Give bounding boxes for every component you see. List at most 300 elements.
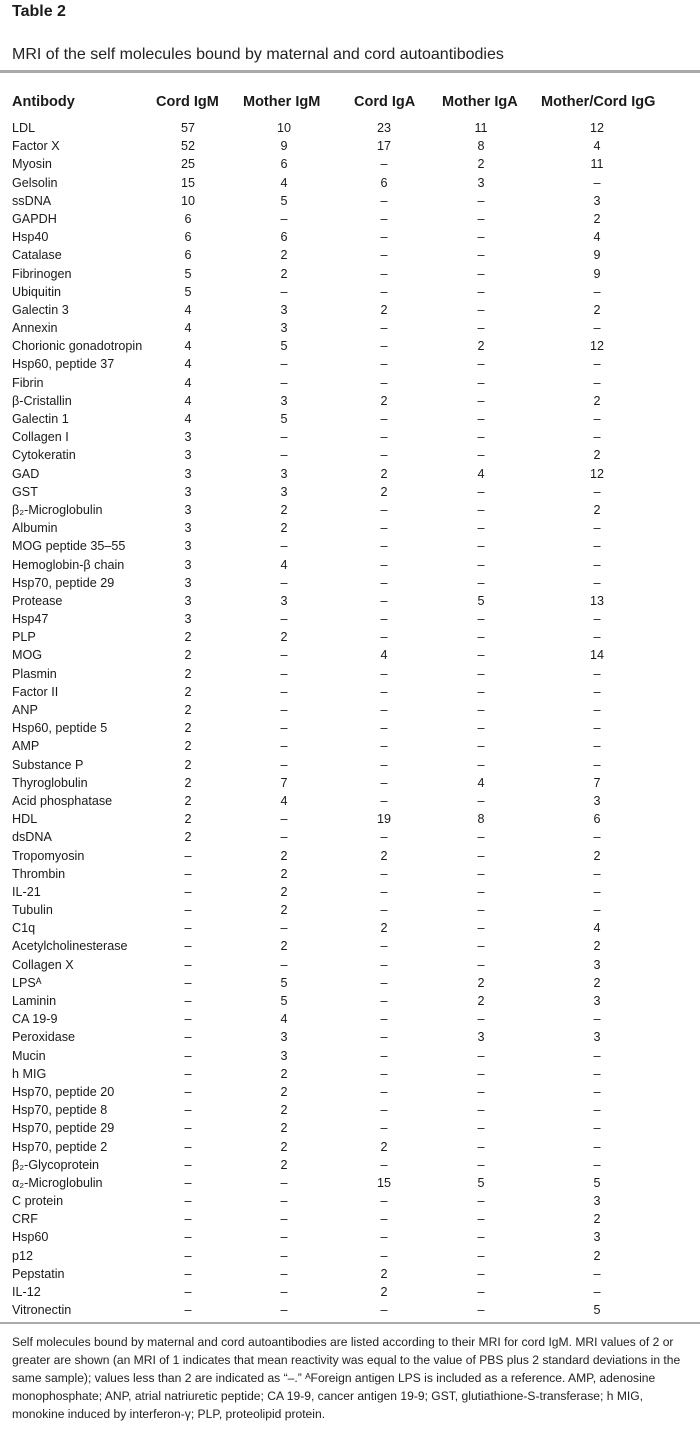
antibody-name-cell: IL-12 — [12, 1285, 41, 1299]
mri-value-cell: – — [280, 1303, 288, 1318]
mri-value-cell: 15 — [180, 175, 195, 190]
mri-value-cell: – — [280, 1285, 288, 1299]
mri-value-cell: – — [280, 830, 288, 845]
mri-value-cell: – — [380, 539, 388, 554]
mri-value-cell: 2 — [184, 775, 192, 790]
mri-value-cell: – — [380, 703, 388, 717]
antibody-name-cell: Albumin — [12, 521, 58, 536]
mri-value-cell: – — [593, 539, 601, 554]
mri-value-cell: 7 — [593, 775, 601, 790]
mri-value-cell: – — [477, 284, 485, 299]
mri-value-cell: – — [593, 866, 601, 881]
table-row — [0, 847, 700, 865]
table-title: Table 2 — [12, 3, 66, 20]
mri-value-cell: – — [477, 757, 485, 772]
table-row — [0, 937, 700, 955]
mri-value-cell: 6 — [280, 157, 288, 172]
table-row — [0, 1138, 700, 1156]
mri-value-cell: 2 — [380, 1285, 388, 1299]
mri-value-cell: – — [280, 448, 288, 463]
mri-value-cell: 2 — [184, 630, 192, 645]
mri-value-cell: – — [593, 1121, 601, 1136]
mri-value-cell: – — [380, 321, 388, 336]
antibody-name-cell: Catalase — [12, 248, 62, 263]
mri-value-cell: – — [477, 939, 485, 954]
mri-value-cell: 2 — [593, 1248, 601, 1263]
mri-value-cell: – — [280, 703, 288, 717]
mri-value-cell: – — [380, 521, 388, 536]
mri-value-cell: – — [477, 793, 485, 808]
mri-value-cell: 4 — [593, 230, 601, 245]
table-row — [0, 119, 700, 137]
mri-value-cell: – — [477, 193, 485, 208]
header-mother-igm: Mother IgM — [243, 94, 321, 110]
mri-value-cell: 5 — [280, 975, 288, 990]
mri-value-cell: 10 — [180, 193, 195, 208]
mri-value-cell: – — [184, 1248, 192, 1263]
mri-value-cell: – — [593, 521, 601, 536]
mri-value-cell: – — [380, 666, 388, 681]
mri-value-cell: – — [477, 502, 485, 517]
mri-value-cell: – — [184, 884, 192, 899]
table-row — [0, 355, 700, 373]
mri-value-cell: – — [280, 648, 288, 663]
mri-value-cell: – — [477, 703, 485, 717]
mri-value-cell: 10 — [276, 121, 291, 135]
antibody-name-cell: Hsp60, peptide 37 — [12, 357, 115, 372]
antibody-name-cell: Thyroglobulin — [12, 775, 88, 790]
table-row — [0, 1047, 700, 1065]
mri-value-cell: 2 — [280, 884, 288, 899]
mri-value-cell: – — [477, 266, 485, 281]
top-rule — [0, 70, 700, 73]
table-row — [0, 1119, 700, 1137]
mri-value-cell: 3 — [593, 1194, 601, 1209]
mri-value-cell: – — [477, 248, 485, 263]
table-row — [0, 701, 700, 719]
mri-value-cell: – — [380, 357, 388, 372]
table-row — [0, 210, 700, 228]
mri-value-cell: – — [280, 666, 288, 681]
mri-value-cell: – — [593, 357, 601, 372]
table-row — [0, 1156, 700, 1174]
mri-value-cell: 3 — [184, 539, 192, 554]
mri-value-cell: – — [280, 1194, 288, 1209]
antibody-name-cell: Hsp70, peptide 20 — [12, 1084, 115, 1099]
antibody-name-cell: CRF — [12, 1212, 38, 1227]
mri-value-cell: 2 — [184, 666, 192, 681]
mri-value-cell: 3 — [593, 994, 601, 1008]
mri-value-cell: – — [477, 412, 485, 426]
mri-value-cell: – — [593, 1266, 601, 1281]
mri-value-cell: 3 — [184, 575, 192, 590]
table-row — [0, 1210, 700, 1228]
antibody-name-cell: GAPDH — [12, 211, 57, 226]
mri-value-cell: – — [477, 848, 485, 863]
mri-value-cell: 9 — [280, 139, 288, 154]
table-row — [0, 1010, 700, 1028]
mri-value-cell: – — [380, 739, 388, 754]
table-row — [0, 137, 700, 155]
mri-value-cell: 3 — [593, 957, 601, 972]
mri-value-cell: – — [380, 793, 388, 808]
mri-value-cell: – — [280, 1212, 288, 1227]
mri-value-cell: 4 — [380, 648, 388, 663]
mri-value-cell: 2 — [593, 302, 601, 317]
mri-value-cell: – — [380, 1012, 388, 1027]
antibody-name-cell: Gelsolin — [12, 175, 58, 190]
mri-value-cell: 3 — [184, 557, 192, 572]
mri-value-cell: – — [280, 612, 288, 627]
antibody-name-cell: GAD — [12, 466, 40, 481]
antibody-name-cell: Myosin — [12, 157, 52, 172]
mri-value-cell: – — [593, 284, 601, 299]
table-row — [0, 646, 700, 664]
table-row — [0, 1283, 700, 1301]
mri-value-cell: – — [477, 630, 485, 645]
table-row — [0, 1192, 700, 1210]
mri-value-cell: – — [280, 539, 288, 554]
mri-value-cell: – — [380, 612, 388, 627]
mri-value-cell: – — [380, 448, 388, 463]
mri-value-cell: 4 — [184, 302, 192, 317]
table-row — [0, 301, 700, 319]
mri-value-cell: 4 — [280, 175, 288, 190]
mri-value-cell: 2 — [380, 848, 388, 863]
mri-value-cell: – — [593, 721, 601, 736]
table-row — [0, 737, 700, 755]
mri-value-cell: 2 — [280, 502, 288, 517]
mri-value-cell: 14 — [589, 648, 604, 663]
mri-value-cell: 3 — [593, 1230, 601, 1245]
antibody-name-cell: Thrombin — [12, 866, 66, 881]
mri-value-cell: 2 — [380, 393, 388, 408]
antibody-name-cell: β-Cristallin — [12, 393, 72, 408]
mri-value-cell: 2 — [280, 903, 288, 918]
table-row — [0, 1265, 700, 1283]
antibody-name-cell: β₂-Microglobulin — [12, 502, 103, 517]
mri-value-cell: – — [593, 830, 601, 845]
mri-value-cell: – — [380, 211, 388, 226]
antibody-name-cell: Fibrinogen — [12, 266, 72, 281]
mri-value-cell: 2 — [593, 975, 601, 990]
antibody-name-cell: Protease — [12, 593, 63, 608]
mri-value-cell: 2 — [280, 939, 288, 954]
mri-value-cell: 4 — [184, 375, 192, 390]
antibody-name-cell: Hemoglobin-β chain — [12, 557, 125, 572]
mri-value-cell: 3 — [477, 1030, 485, 1045]
table-row — [0, 1028, 700, 1046]
table-row — [0, 592, 700, 610]
mri-value-cell: – — [280, 1175, 288, 1190]
mri-value-cell: 13 — [589, 593, 604, 608]
table-row — [0, 919, 700, 937]
antibody-name-cell: Collagen X — [12, 957, 74, 972]
antibody-name-cell: α₂-Microglobulin — [12, 1175, 103, 1190]
mri-value-cell: – — [593, 1139, 601, 1154]
mri-value-cell: – — [380, 430, 388, 445]
antibody-name-cell: Collagen I — [12, 430, 69, 445]
mri-value-cell: 5 — [184, 284, 192, 299]
mri-value-cell: – — [477, 393, 485, 408]
mri-value-cell: 2 — [280, 1103, 288, 1118]
mri-value-cell: 52 — [180, 139, 195, 154]
antibody-name-cell: PLP — [12, 630, 36, 645]
mri-value-cell: 3 — [280, 321, 288, 336]
mri-value-cell: – — [280, 575, 288, 590]
mri-value-cell: – — [477, 211, 485, 226]
mri-value-cell: – — [380, 375, 388, 390]
mri-value-cell: – — [184, 921, 192, 936]
table-row — [0, 446, 700, 464]
mri-value-cell: – — [477, 866, 485, 881]
mri-value-cell: – — [593, 903, 601, 918]
mri-value-cell: 6 — [184, 248, 192, 263]
mri-value-cell: 3 — [184, 484, 192, 499]
mri-value-cell: – — [380, 1084, 388, 1099]
mri-value-cell: 2 — [380, 302, 388, 317]
mri-value-cell: – — [477, 684, 485, 699]
mri-value-cell: – — [477, 375, 485, 390]
mri-value-cell: – — [593, 1066, 601, 1081]
mri-value-cell: – — [593, 430, 601, 445]
mri-value-cell: – — [477, 1084, 485, 1099]
mri-value-cell: – — [184, 1157, 192, 1172]
mri-value-cell: 2 — [280, 521, 288, 536]
table-row — [0, 810, 700, 828]
mri-value-cell: 3 — [184, 612, 192, 627]
mri-value-cell: 2 — [280, 1157, 288, 1172]
mri-value-cell: – — [380, 775, 388, 790]
table-row — [0, 1301, 700, 1319]
antibody-name-cell: β₂-Glycoprotein — [12, 1157, 100, 1172]
mri-value-cell: – — [593, 1012, 601, 1027]
mri-value-cell: – — [380, 630, 388, 645]
mri-value-cell: – — [477, 1266, 485, 1281]
table-footnote: Self molecules bound by maternal and cord autoantibodies are listed according to their MRI for cord IgM. MRI values of 2 or greater are shown (an MRI of 1 indicates that mean reactivity was equal to the value of PBS plus 2 standard deviations in the same sample); values less than 2 are indicated as “–.” ᴬForeign antigen LPS is included as a reference. AMP, adenosine monophosphate; ANP, atrial natriuretic peptide; CA 19-9, cancer antigen 19-9; GST, glutiathione-S-transferase; h MIG, monokine induced by interferon-γ; PLP, proteolipid protein. — [12, 1335, 681, 1421]
mri-value-cell: 5 — [477, 593, 485, 608]
antibody-name-cell: C1q — [12, 921, 36, 936]
mri-value-cell: – — [477, 575, 485, 590]
table-row — [0, 192, 700, 210]
table-row — [0, 774, 700, 792]
mri-value-cell: – — [280, 721, 288, 736]
mri-value-cell: 4 — [184, 357, 192, 372]
mri-value-cell: – — [593, 175, 601, 190]
mri-value-cell: – — [184, 957, 192, 972]
mri-value-cell: – — [280, 739, 288, 754]
mri-value-cell: 9 — [593, 248, 601, 263]
mri-value-cell: – — [477, 321, 485, 336]
mri-value-cell: – — [280, 1248, 288, 1263]
antibody-name-cell: MOG peptide 35–55 — [12, 539, 126, 554]
mri-value-cell: – — [477, 666, 485, 681]
table-row — [0, 756, 700, 774]
mri-value-cell: 5 — [280, 994, 288, 1008]
mri-value-cell: 2 — [593, 448, 601, 463]
mri-value-cell: – — [280, 757, 288, 772]
antibody-name-cell: Factor X — [12, 139, 60, 154]
mri-value-cell: – — [477, 830, 485, 845]
mri-value-cell: – — [380, 1103, 388, 1118]
mri-value-cell: 9 — [593, 266, 601, 281]
mri-value-cell: 2 — [184, 812, 192, 827]
mri-value-cell: 2 — [184, 684, 192, 699]
mri-value-cell: – — [593, 412, 601, 426]
mri-value-cell: 8 — [477, 139, 485, 154]
mri-value-cell: – — [477, 430, 485, 445]
mri-value-cell: 4 — [184, 339, 192, 354]
mri-value-cell: 2 — [380, 466, 388, 481]
mri-value-cell: – — [380, 994, 388, 1008]
antibody-name-cell: dsDNA — [12, 830, 52, 845]
mri-value-cell: – — [593, 1157, 601, 1172]
mri-value-cell: – — [593, 666, 601, 681]
table-row — [0, 992, 700, 1010]
mri-value-cell: 2 — [184, 830, 192, 845]
mri-value-cell: – — [380, 1030, 388, 1045]
antibody-name-cell: Hsp70, peptide 29 — [12, 575, 115, 590]
mri-value-cell: – — [477, 557, 485, 572]
mri-value-cell: – — [380, 957, 388, 972]
mri-value-cell: 2 — [593, 393, 601, 408]
mri-value-cell: 2 — [184, 648, 192, 663]
antibody-name-cell: Chorionic gonadotropin — [12, 339, 143, 354]
table-row — [0, 337, 700, 355]
table-row — [0, 956, 700, 974]
mri-value-cell: – — [477, 1157, 485, 1172]
mri-value-cell: – — [280, 1230, 288, 1245]
table-row — [0, 319, 700, 337]
antibody-name-cell: Peroxidase — [12, 1030, 76, 1045]
mri-value-cell: 17 — [376, 139, 391, 154]
mri-value-cell: – — [184, 1121, 192, 1136]
mri-value-cell: 2 — [593, 848, 601, 863]
mri-value-cell: 2 — [593, 1212, 601, 1227]
mri-value-cell: – — [184, 1212, 192, 1227]
mri-value-cell: – — [280, 1266, 288, 1281]
antibody-name-cell: Hsp70, peptide 8 — [12, 1103, 108, 1118]
mri-value-cell: – — [477, 521, 485, 536]
mri-value-cell: 4 — [280, 793, 288, 808]
mri-value-cell: – — [184, 1194, 192, 1209]
mri-value-cell: 12 — [589, 466, 604, 481]
mri-value-cell: – — [380, 884, 388, 899]
table-row — [0, 556, 700, 574]
antibody-name-cell: Acetylcholinesterase — [12, 939, 128, 954]
mri-value-cell: 2 — [280, 848, 288, 863]
table-row — [0, 483, 700, 501]
mri-value-cell: – — [380, 575, 388, 590]
mri-value-cell: – — [477, 1230, 485, 1245]
mri-value-cell: – — [593, 884, 601, 899]
mri-value-cell: 2 — [380, 1139, 388, 1154]
mri-value-cell: 23 — [376, 121, 391, 135]
table-row — [0, 828, 700, 846]
antibody-name-cell: Fibrin — [12, 375, 44, 390]
mri-value-cell: 3 — [184, 593, 192, 608]
mri-value-cell: 2 — [184, 703, 192, 717]
mri-value-cell: 5 — [593, 1175, 601, 1190]
mri-value-cell: – — [593, 484, 601, 499]
mri-value-cell: – — [380, 1157, 388, 1172]
mri-value-cell: 3 — [280, 302, 288, 317]
mri-value-cell: 2 — [380, 484, 388, 499]
mri-value-cell: – — [477, 1248, 485, 1263]
mri-value-cell: 15 — [376, 1175, 391, 1190]
mri-value-cell: 2 — [280, 248, 288, 263]
mri-value-cell: – — [477, 1212, 485, 1227]
mri-value-cell: 19 — [376, 812, 391, 827]
antibody-name-cell: MOG — [12, 648, 43, 663]
mri-value-cell: – — [593, 1103, 601, 1118]
header-cord-igm: Cord IgM — [156, 94, 219, 110]
mri-value-cell: – — [477, 884, 485, 899]
mri-value-cell: – — [593, 1285, 601, 1299]
antibody-name-cell: Pepstatin — [12, 1266, 65, 1281]
header-antibody: Antibody — [12, 94, 75, 110]
mri-value-cell: 2 — [280, 1139, 288, 1154]
mri-value-cell: – — [380, 1248, 388, 1263]
mri-value-cell: 5 — [280, 412, 288, 426]
mri-value-cell: – — [380, 721, 388, 736]
mri-value-cell: – — [380, 230, 388, 245]
mri-value-cell: 5 — [593, 1303, 601, 1318]
mri-value-cell: 4 — [280, 1012, 288, 1027]
mri-value-cell: – — [184, 1103, 192, 1118]
antibody-name-cell: GST — [12, 484, 38, 499]
mri-value-cell: – — [184, 903, 192, 918]
mri-value-cell: 4 — [477, 775, 485, 790]
antibody-name-cell: Mucin — [12, 1048, 46, 1063]
header-cord-iga: Cord IgA — [354, 94, 416, 110]
mri-value-cell: 2 — [593, 211, 601, 226]
mri-value-cell: 2 — [280, 630, 288, 645]
mri-value-cell: – — [380, 248, 388, 263]
mri-value-cell: – — [184, 1303, 192, 1318]
mri-value-cell: – — [380, 412, 388, 426]
mri-value-cell: – — [593, 375, 601, 390]
table-row — [0, 665, 700, 683]
mri-value-cell: – — [593, 630, 601, 645]
mri-value-cell: 4 — [184, 321, 192, 336]
mri-value-cell: 5 — [477, 1175, 485, 1190]
table-row — [0, 283, 700, 301]
antibody-name-cell: Plasmin — [12, 666, 57, 681]
antibody-name-cell: CA 19-9 — [12, 1012, 58, 1027]
mri-value-cell: – — [380, 975, 388, 990]
mri-value-cell: – — [184, 1030, 192, 1045]
mri-value-cell: – — [184, 994, 192, 1008]
antibody-name-cell: Hsp40 — [12, 230, 49, 245]
antibody-name-cell: Cytokeratin — [12, 448, 76, 463]
mri-value-cell: – — [477, 1048, 485, 1063]
antibody-name-cell: Tubulin — [12, 903, 53, 918]
mri-value-cell: 3 — [184, 448, 192, 463]
antibody-name-cell: Hsp60, peptide 5 — [12, 721, 108, 736]
mri-value-cell: – — [477, 302, 485, 317]
mri-value-cell: – — [380, 557, 388, 572]
mri-value-cell: – — [184, 1175, 192, 1190]
mri-value-cell: 2 — [280, 1121, 288, 1136]
mri-value-cell: – — [280, 430, 288, 445]
table-row — [0, 1174, 700, 1192]
mri-value-cell: – — [184, 848, 192, 863]
mri-value-cell: 3 — [477, 175, 485, 190]
antibody-name-cell: ANP — [12, 703, 38, 717]
mri-value-cell: 3 — [593, 1030, 601, 1045]
mri-value-cell: 5 — [184, 266, 192, 281]
